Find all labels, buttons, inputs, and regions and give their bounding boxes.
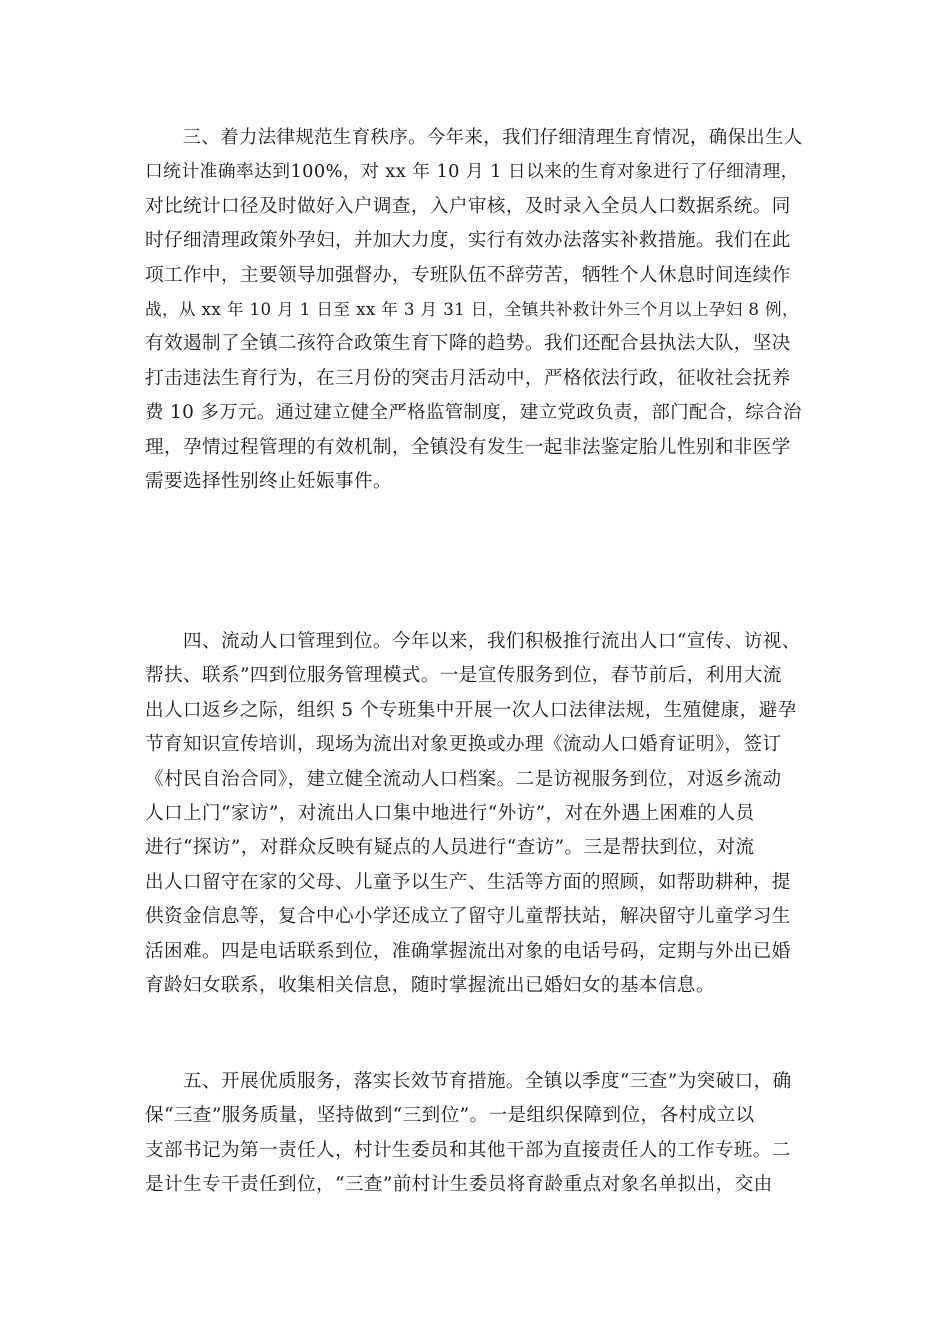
text-line: 活困难。四是电话联系到位，准确掌握流出对象的电话号码，定期与外出已婚 [145,940,791,962]
text-line: 四、流动人口管理到位。今年以来，我们积极推行流出人口“宣传、访视、 [145,631,801,652]
text-line: 项工作中，主要领导加强督办，专班队伍不辞劳苦，牺牲个人休息时间连续作 [145,264,791,286]
text-line: 育龄妇女联系，收集相关信息，随时掌握流出已婚妇女的基本信息。 [145,974,715,996]
text-line: 出人口返乡之际，组织 5 个专班集中开展一次人口法律法规，生殖健康，避孕 [145,699,797,721]
text-line: 支部书记为第一责任人，村计生委员和其他干部为直接责任人的工作专班。二 [145,1139,791,1161]
text-line: 理，孕情过程管理的有效机制，全镇没有发生一起非法鉴定胎儿性别和非医学 [145,436,791,458]
text-line: 时仔细清理政策外孕妇，并加大力度，实行有效办法落实补救措施。我们在此 [145,230,791,252]
text-line: 战，从 xx 年 10 月 1 日至 xx 年 3 月 31 日，全镇共补救计外三个月以上孕妇 8 例， [145,299,800,319]
text-line: 保“三查”服务质量，坚持做到“三到位”。一是组织保障到位，各村成立以 [145,1105,755,1127]
text-line: 需要选择性别终止妊娠事件。 [145,470,392,492]
text-line: 节育知识宣传培训，现场为流出对象更换或办理《流动人口婚育证明》，签订 [145,734,782,756]
text-line: 三、着力法律规范生育秩序。今年来，我们仔细清理生育情况，确保出生人 [145,127,803,148]
text-line: 供资金信息等，复合中心小学还成立了留守儿童帮扶站，解决留守儿童学习生 [145,906,791,928]
text-line: 进行“探访”，对群众反映有疑点的人员进行“查访”。三是帮扶到位，对流 [145,837,755,859]
text-line: 五、开展优质服务，落实长效节育措施。全镇以季度“三查”为突破口，确 [145,1071,792,1092]
text-line: 打击违法生育行为，在三月份的突击月活动中，严格依法行政，征收社会抚养 [145,367,791,389]
text-line: 有效遏制了全镇二孩符合政策生育下降的趋势。我们还配合县执法大队，坚决 [145,333,791,355]
text-line: 帮扶、联系”四到位服务管理模式。一是宣传服务到位，春节前后，利用大流 [145,665,782,687]
text-line: 出人口留守在家的父母、儿童予以生产、生活等方面的照顾，如帮助耕种，提 [145,871,791,893]
paragraph-section-3 [145,121,805,499]
text-line: 口统计准确率达到100%，对 xx 年 10 月 1 日以来的生育对象进行了仔细清理， [145,161,799,183]
text-line: 《村民自治合同》，建立健全流动人口档案。二是访视服务到位，对返乡流动 [145,768,782,790]
text-line: 对比统计口径及时做好入户调查，入户审核，及时录入全员人口数据系统。同 [145,195,791,217]
paragraph-section-5 [145,1065,805,1203]
text-line: 人口上门“家访”，对流出人口集中地进行“外访”，对在外遇上困难的人员 [145,802,755,824]
paragraph-section-4 [145,625,805,1003]
text-line: 是计生专干责任到位，“三查”前村计生委员将育龄重点对象名单拟出，交由 [145,1174,773,1196]
text-line: 费 10 多万元。通过建立健全严格监管制度，建立党政负责，部门配合，综合治 [145,402,802,424]
